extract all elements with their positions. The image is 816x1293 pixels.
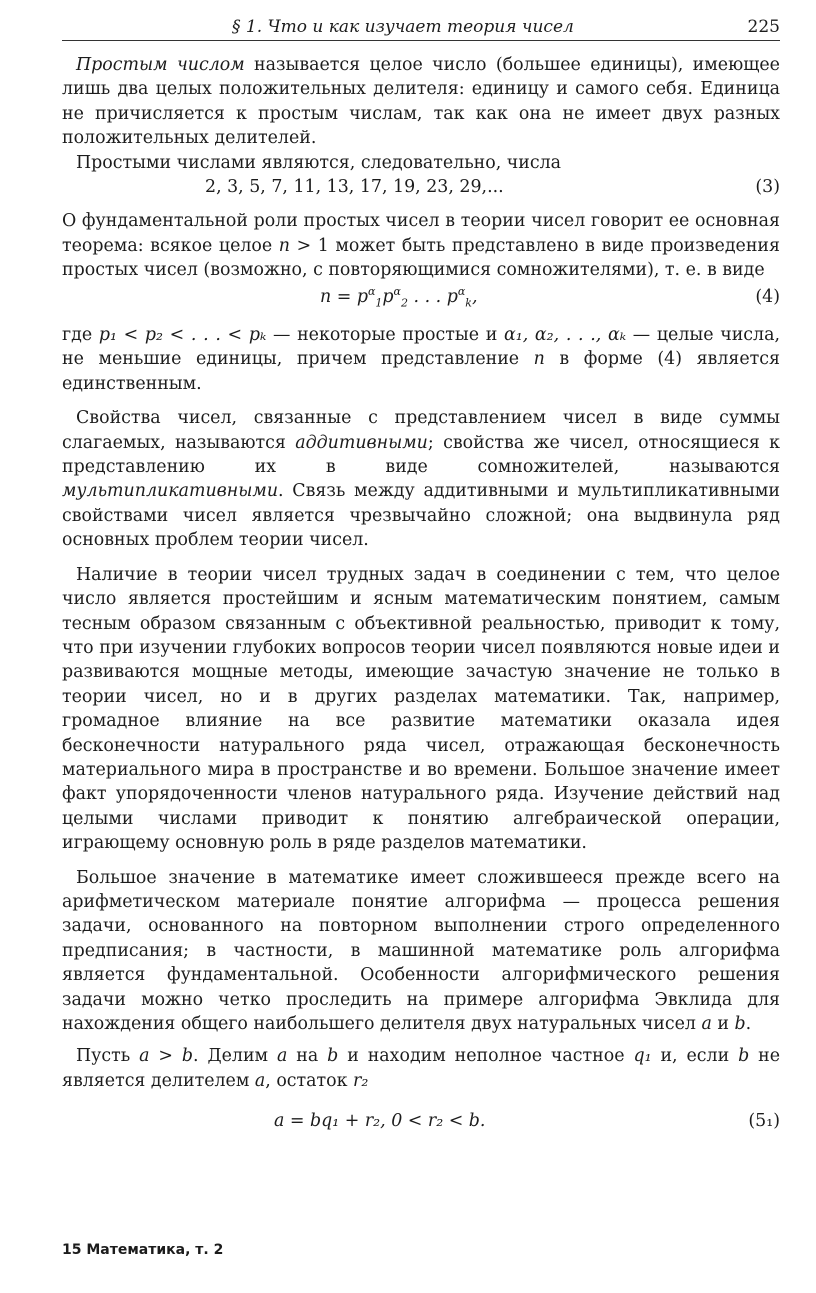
formula-4-expr: $n = p^\alpha_1p^\alpha_2$ . . . $p^\alpha_k$, [320,284,478,310]
page-number: 225 [747,17,780,37]
term-multiplicative: мультипликативными [62,481,279,502]
formula-5-1 [62,1109,780,1133]
signature-footer: 15 Математика, т. 2 [62,1242,224,1258]
running-title: § 1. Что и как изучает теория чисел [232,17,574,37]
paragraph-primes-intro: Простыми числами являются, следовательно, числа [76,152,562,173]
formula-4 [62,285,780,309]
formula-3-tag: (3) [755,177,780,198]
prime-definition-text: называется целое число (большее единицы), имеющее лишь два целых положительных делителя: единицу и самого себя. Единица не причисляется к простым числам, так как она не имеет двух разных положительных делителей. [62,55,780,149]
running-header [62,14,780,41]
formula-4-tag: (4) [755,286,780,307]
paragraph-difficult-problems: Наличие в теории чисел трудных задач в соединении с тем, что целое число является простейшим и ясным математическим понятием, самым тесным образом связанным с объективной реальностью, приводит к тому, что при изучении глубоких вопросов теории чисел появляются новые идеи и развиваются мощные методы, имеющие зачастую значение не только в теории чисел, но и в других разделах математики. Так, например, громадное влияние на все развитие математики оказала идея бесконечности натурального ряда чисел, отражающая бесконечность материального мира в пространстве и во времени. Большое значение имеет факт упорядоченности членов натурального ряда. Изучение действий над целыми числами приводит к понятию алгебраической операции, играющему основную роль в ряде разделов математики. [62,564,780,854]
paragraph-algorithm: Большое значение в математике имеет сложившееся прежде всего на арифметическом материале понятие алгорифма — процесса решения задачи, основанного на повторном выполнении строго определенного предписания; в частности, в машинной математике роль алгорифма является фундаментальной. Особенности алгорифмического решения задачи можно четко проследить на примере алгорифма Эвклида для нахождения общего наибольшего делителя двух натуральных чисел a и b. [62,867,780,1034]
paragraph-fundamental-theorem: О фундаментальной роли простых чисел в теории чисел говорит ее основная теорема: всякое целое n > 1 может быть представлено в виде произведения простых чисел (возможно, с повторяющимися сомножителями), т. е. в виде [62,211,780,281]
formula-3 [62,175,780,199]
term-prime-number: Простым числом [76,55,245,75]
formula-5-1-tag: (5₁) [748,1111,780,1132]
formula-5-1-expr: a = bq₁ + r₂, 0 < r₂ < b. [274,1111,486,1132]
paragraph-additive-multiplicative: Свойства чисел, связанные с представлением чисел в виде суммы слагаемых, называются аддитивными; свойства же чисел, относящиеся к представлению их в виде сомножителей, называются мультипликативными. Связь между аддитивными и мультипликативными свойствами чисел является чрезвычайно сложной; она выдвинула ряд основных проблем теории чисел. [62,408,780,551]
formula-3-expr: 2, 3, 5, 7, 11, 13, 17, 19, 23, 29,... [205,177,504,198]
paragraph-prime-definition [62,53,780,151]
paragraph-where: где p₁ < p₂ < . . . < pₖ — некоторые простые и α₁, α₂, . . ., αₖ — целые числа, не меньшие единицы, причем представление n в форме (4) является единственным. [62,325,780,394]
book-page [62,14,781,1258]
paragraph-euclid-step: Пусть a > b. Делим a на b и находим неполное частное q₁ и, если b не является делителем a, остаток r₂ [62,1046,781,1091]
term-additive: аддитивными [295,432,428,453]
